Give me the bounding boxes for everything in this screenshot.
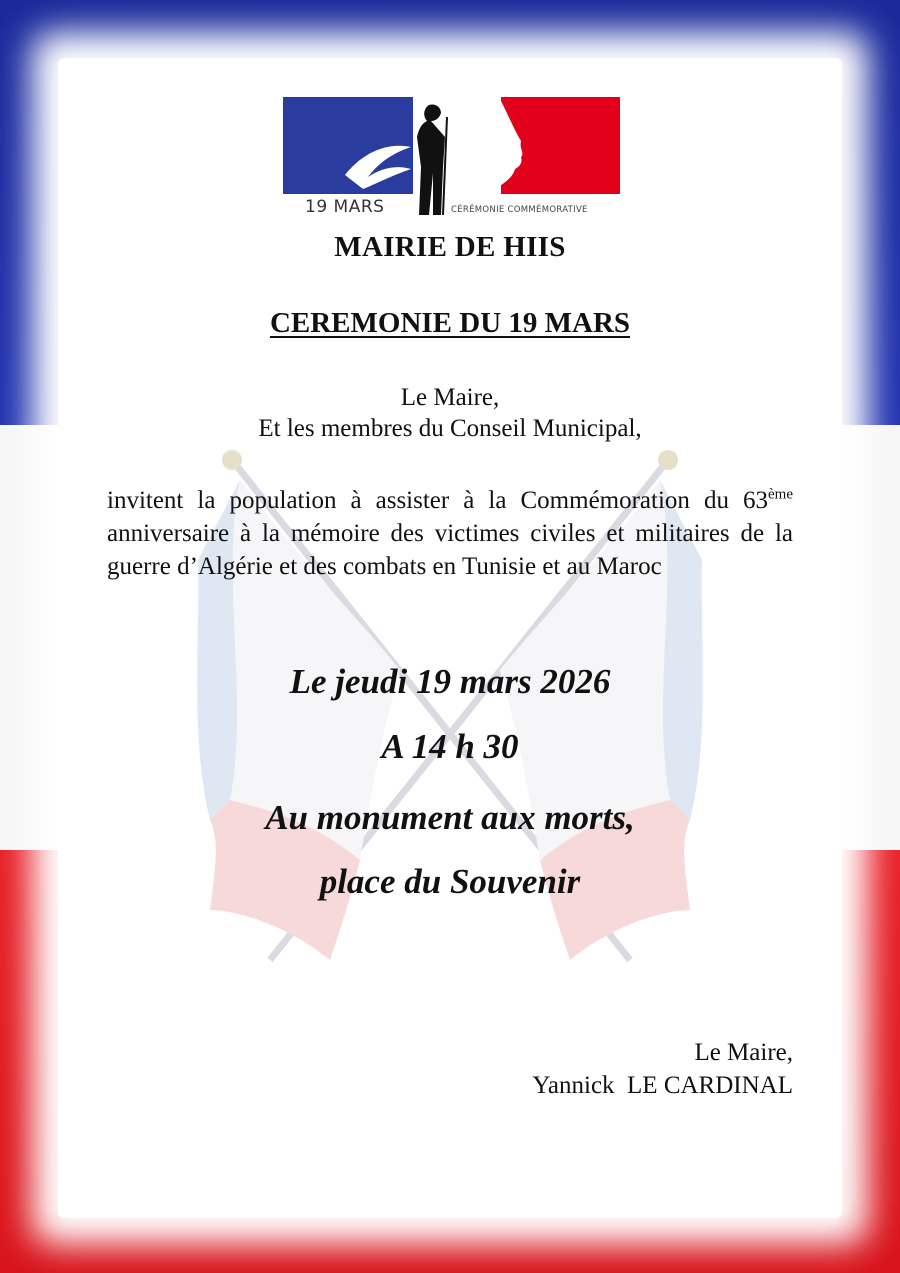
salutation-line-2: Et les membres du Conseil Municipal,: [258, 415, 642, 442]
invitation-intro: invitent la population à assister à la Commémoration du: [107, 487, 729, 514]
signature-role: Le Maire,: [694, 1039, 793, 1066]
invitation-rest: anniversaire à la mémoire des victimes civiles et militaires de la guerre d’Algérie et des combats en Tunisie et au Maroc: [107, 520, 793, 580]
anniversary-suffix: ème: [768, 486, 793, 503]
ceremony-heading: CEREMONIE DU 19 MARS: [269, 307, 631, 339]
logo-subtitle-text: CÉRÉMONIE COMMÉMORATIVE: [451, 205, 588, 215]
signature-name: Yannick LE CARDINAL: [532, 1072, 793, 1099]
event-date: Le jeudi 19 mars 2026: [289, 662, 611, 701]
logo-date-text: 19 MARS: [305, 197, 385, 217]
ceremony-logo: [283, 97, 620, 221]
anniversary-number: 63: [743, 487, 769, 514]
signature-block: [107, 1036, 793, 1102]
salutation: [107, 382, 793, 444]
salutation-line-1: Le Maire,: [400, 384, 500, 411]
event-place-line-1: Au monument aux morts,: [265, 798, 635, 837]
event-place-line-2: place du Souvenir: [319, 862, 581, 901]
page-title: MAIRIE DE HIIS: [334, 231, 566, 263]
event-time: A 14 h 30: [381, 727, 519, 766]
invitation-paragraph: [107, 484, 793, 583]
